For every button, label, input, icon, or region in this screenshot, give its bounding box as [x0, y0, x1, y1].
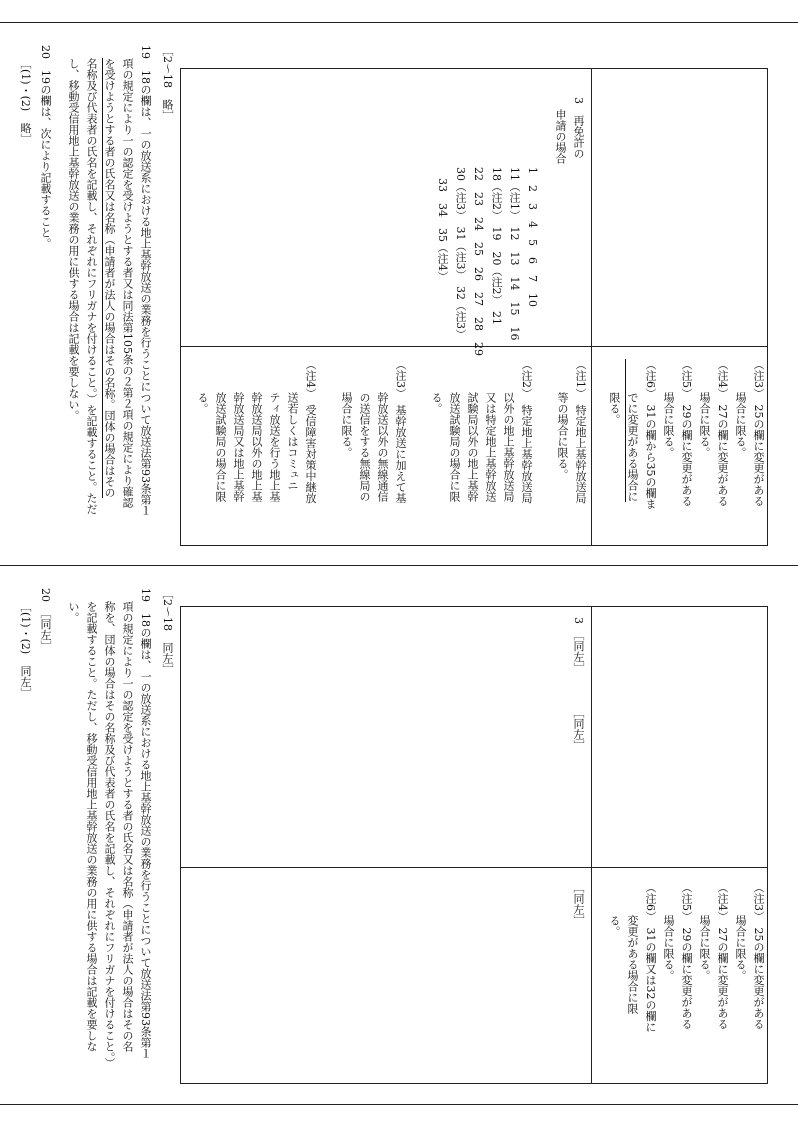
upper-col1-line2: 申請の場合 [554, 109, 567, 164]
lower-col3-bottom: ［同左］ [572, 882, 585, 926]
lower-item19-line2: 項の規定により一の認定を受けようとする者の氏名又は名称（申請者が法人の場合はその名 [121, 601, 134, 1052]
upper-col3-top-line5: （注5） 29の欄に変更がある [680, 359, 693, 507]
lower-item19-line4: を記載すること。ただし、移動受信用地上基幹放送の業務の用に供する場合は記載を要しな [85, 601, 98, 1052]
upper-col3-bottom-line13: （注4） 受信障害対策中継放 [304, 359, 317, 504]
upper-col3-top-line8: でに変更がある場合に [626, 359, 639, 502]
upper-item19-line2: 項の規定により一の認定を受けようとする者又は同法第105条の２第２項の規定により確認 [121, 58, 134, 508]
upper-item20-line2: ［(1)・(2) 略］ [19, 58, 32, 145]
upper-col1-line1: 3 再免許の [572, 97, 585, 159]
lower-col3-top-line9: る。 [608, 882, 621, 937]
upper-item20-line1: 20 19の欄は、次により記載すること。 [39, 45, 52, 249]
upper-col3-top-line9: 限る。 [608, 359, 621, 425]
lower-item19-line5: い。 [67, 601, 80, 623]
lower-col3-top-line1: （注3） 25の欄に変更がある [752, 882, 765, 1030]
upper-col3-top-line4: 場合に限る。 [698, 359, 711, 458]
upper-col3-bottom-line17: 幹放送局又は地上基幹 [232, 359, 245, 502]
lower-col1: 3 ［同左］ [572, 617, 585, 674]
upper-item19-line5: し、移動受信用地上基幹放送の業務の用に供する場合は記載を要しない。 [67, 58, 80, 421]
upper-col3-top-line2: 場合に限る。 [734, 359, 747, 458]
middle-rule [0, 565, 798, 566]
upper-col3-top-line3: （注4） 27の欄に変更がある [716, 359, 729, 507]
upper-col3-bottom-line15: ティ放送を行う地上基 [268, 359, 281, 502]
upper-col2-line2: 11（注1） 12 13 14 15 16 [508, 167, 521, 341]
lower-item19-line3: 称を、団体の場合はその名称及び代表者の氏名を記載し、それぞれにフリガナを付けること。） [103, 601, 116, 1069]
lower-table-row-divider [181, 867, 767, 868]
upper-col3-bottom-line12: 場合に限る。 [340, 359, 353, 458]
upper-table [180, 68, 768, 546]
lower-item20-line1: 20 ［同左］ [39, 588, 52, 652]
upper-col3-top-line6: 場合に限る。 [662, 359, 675, 458]
upper-col3-bottom-line11: の送信をする無線局の [358, 359, 371, 502]
upper-item19-line4: 名称及び代表者の氏名を記載し、それぞれにフリガナを付けること。）を記載すること。ただ [85, 58, 98, 515]
upper-col3-top-line1: （注3） 25の欄に変更がある [752, 359, 765, 507]
lower-col3-top-line3: （注4） 27の欄に変更がある [716, 882, 729, 1030]
lower-col3-top-line4: 場合に限る。 [698, 882, 711, 981]
upper-col3-bottom-line8: る。 [430, 359, 443, 414]
lower-table-col-divider [591, 607, 592, 1083]
lower-bracket-2-18: ［2～18 同左］ [161, 588, 174, 675]
upper-col3-bottom-line3: （注2） 特定地上基幹放送局 [520, 359, 533, 504]
lower-col3-top-line5: （注5） 29の欄に変更がある [680, 882, 693, 1030]
upper-col2-line4: 22 23 24 25 26 27 28 29 [472, 167, 485, 356]
upper-col3-bottom-line2: 等の場合に限る。 [556, 359, 569, 480]
upper-col3-bottom-line6: 試験局以外の地上基幹 [466, 359, 479, 502]
upper-col3-bottom-line7: 放送試験局の場合に限 [448, 359, 461, 502]
lower-col3-top-line2: 場合に限る。 [734, 882, 747, 981]
lower-col3-top-line7: （注6） 31の欄又は32の欄に [644, 882, 657, 1033]
lower-item20-line2: ［(1)・(2) 同左］ [19, 601, 32, 699]
upper-col3-bottom-line16: 幹放送局以外の地上基 [250, 359, 263, 502]
upper-col3-bottom-line9: （注3） 基幹放送に加えて基 [394, 359, 407, 504]
lower-item19-line1: 19 18の欄は、一の放送系における地上基幹放送の業務を行うことについて放送法第93条第１ [139, 588, 152, 1059]
upper-col3-bottom-line4: 以外の地上基幹放送局 [502, 359, 515, 502]
lower-table [180, 606, 768, 1084]
upper-bracket-2-18: ［2～18 略］ [161, 45, 174, 121]
lower-col2: ［同左］ [572, 707, 585, 751]
upper-col3-bottom-line5: 又は特定地上基幹放送 [484, 359, 497, 502]
upper-item19-line3: を受けようとする者の氏名又は名称（申請者が法人の場合はその名称。団体の場合はその [103, 58, 116, 498]
lower-col3-top-line6: 場合に限る。 [662, 882, 675, 981]
upper-item19-line1: 19 18の欄は、一の放送系における地上基幹放送の業務を行うことについて放送法第93条第１ [139, 45, 152, 516]
lower-col3-top-line8: 変更がある場合に限 [626, 882, 639, 1014]
upper-col3-bottom-line14: 送若しくはコミュニ [286, 359, 299, 491]
upper-col3-top-line7: （注6） 31の欄から35の欄ま [644, 359, 657, 510]
upper-col3-bottom-line19: る。 [196, 359, 209, 414]
upper-col3-bottom-line1: （注1） 特定地上基幹放送局 [574, 359, 587, 504]
upper-table-col-divider-1 [591, 69, 592, 545]
upper-col2-line3: 18（注2） 19 20（注2） 21 [490, 167, 503, 325]
upper-col3-bottom-line18: 放送試験局の場合に限 [214, 359, 227, 502]
top-rule [0, 22, 798, 23]
upper-col2-line1: 1 2 3 4 5 6 7 10 [526, 167, 539, 307]
upper-col2-line6: 33 34 35（注4） [436, 167, 449, 282]
upper-col3-bottom-line10: 幹放送以外の無線通信 [376, 359, 389, 502]
upper-col2-line5: 30（注3） 31（注3） 32（注3） [454, 167, 467, 340]
bottom-rule [0, 1104, 798, 1105]
